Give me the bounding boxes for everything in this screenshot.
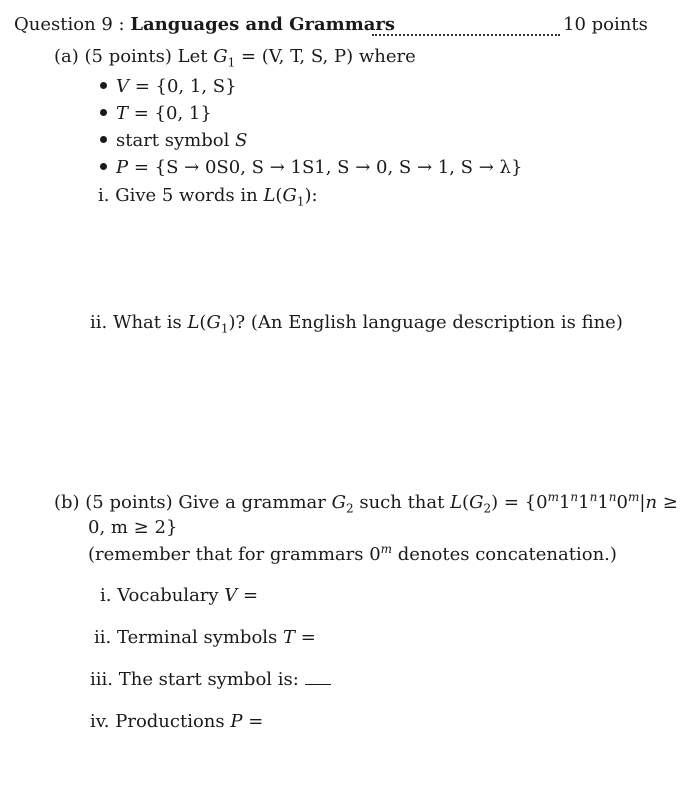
- bullet-productions: P = {S → 0S0, S → 1S1, S → 0, S → 1, S → λ}: [100, 156, 522, 180]
- bullet-terminals: T = {0, 1}: [100, 102, 212, 126]
- part-b-question-ii: ii. Terminal symbols T =: [94, 627, 316, 648]
- bullet-icon: [100, 82, 107, 89]
- part-a-header: (a) (5 points) Let $G_1 = (V$, T, S, P) where: [54, 46, 416, 70]
- bullet-vocabulary: V = {0, 1, S}: [100, 75, 237, 99]
- part-b-question-iii: iii. The start symbol is:: [90, 668, 331, 692]
- bullet-start-symbol: start symbol S: [100, 129, 247, 153]
- part-a-question-ii: ii. What is $L(G_1)$? (An English language description is fine): [90, 312, 623, 336]
- question-title: Languages and Grammars: [130, 14, 396, 35]
- bullet-icon: [100, 163, 107, 170]
- question-points: 10 points: [563, 14, 648, 35]
- part-b-header: (b) (5 points) Give a grammar $G_2$ such that $L(G_2) = \{0^m1^n1^n1^n0^m|n$ ≥: [54, 490, 678, 516]
- part-b-question-iv: iv. Productions P =: [90, 711, 264, 732]
- question-header: [14, 13, 395, 37]
- part-b-header-cont: 0, m ≥ 2}: [88, 517, 178, 538]
- part-b-question-i: i. Vocabulary V =: [100, 585, 259, 606]
- question-label: Question 9 :: [14, 14, 131, 35]
- part-a-question-i: i. Give 5 words in $L(G_1)$:: [98, 185, 318, 209]
- part-b-note: (remember that for grammars 0$^m$ denotes concatenation.): [88, 542, 617, 565]
- answer-blank: [305, 670, 331, 685]
- leader-dots: [372, 30, 560, 36]
- bullet-icon: [100, 136, 107, 143]
- bullet-icon: [100, 109, 107, 116]
